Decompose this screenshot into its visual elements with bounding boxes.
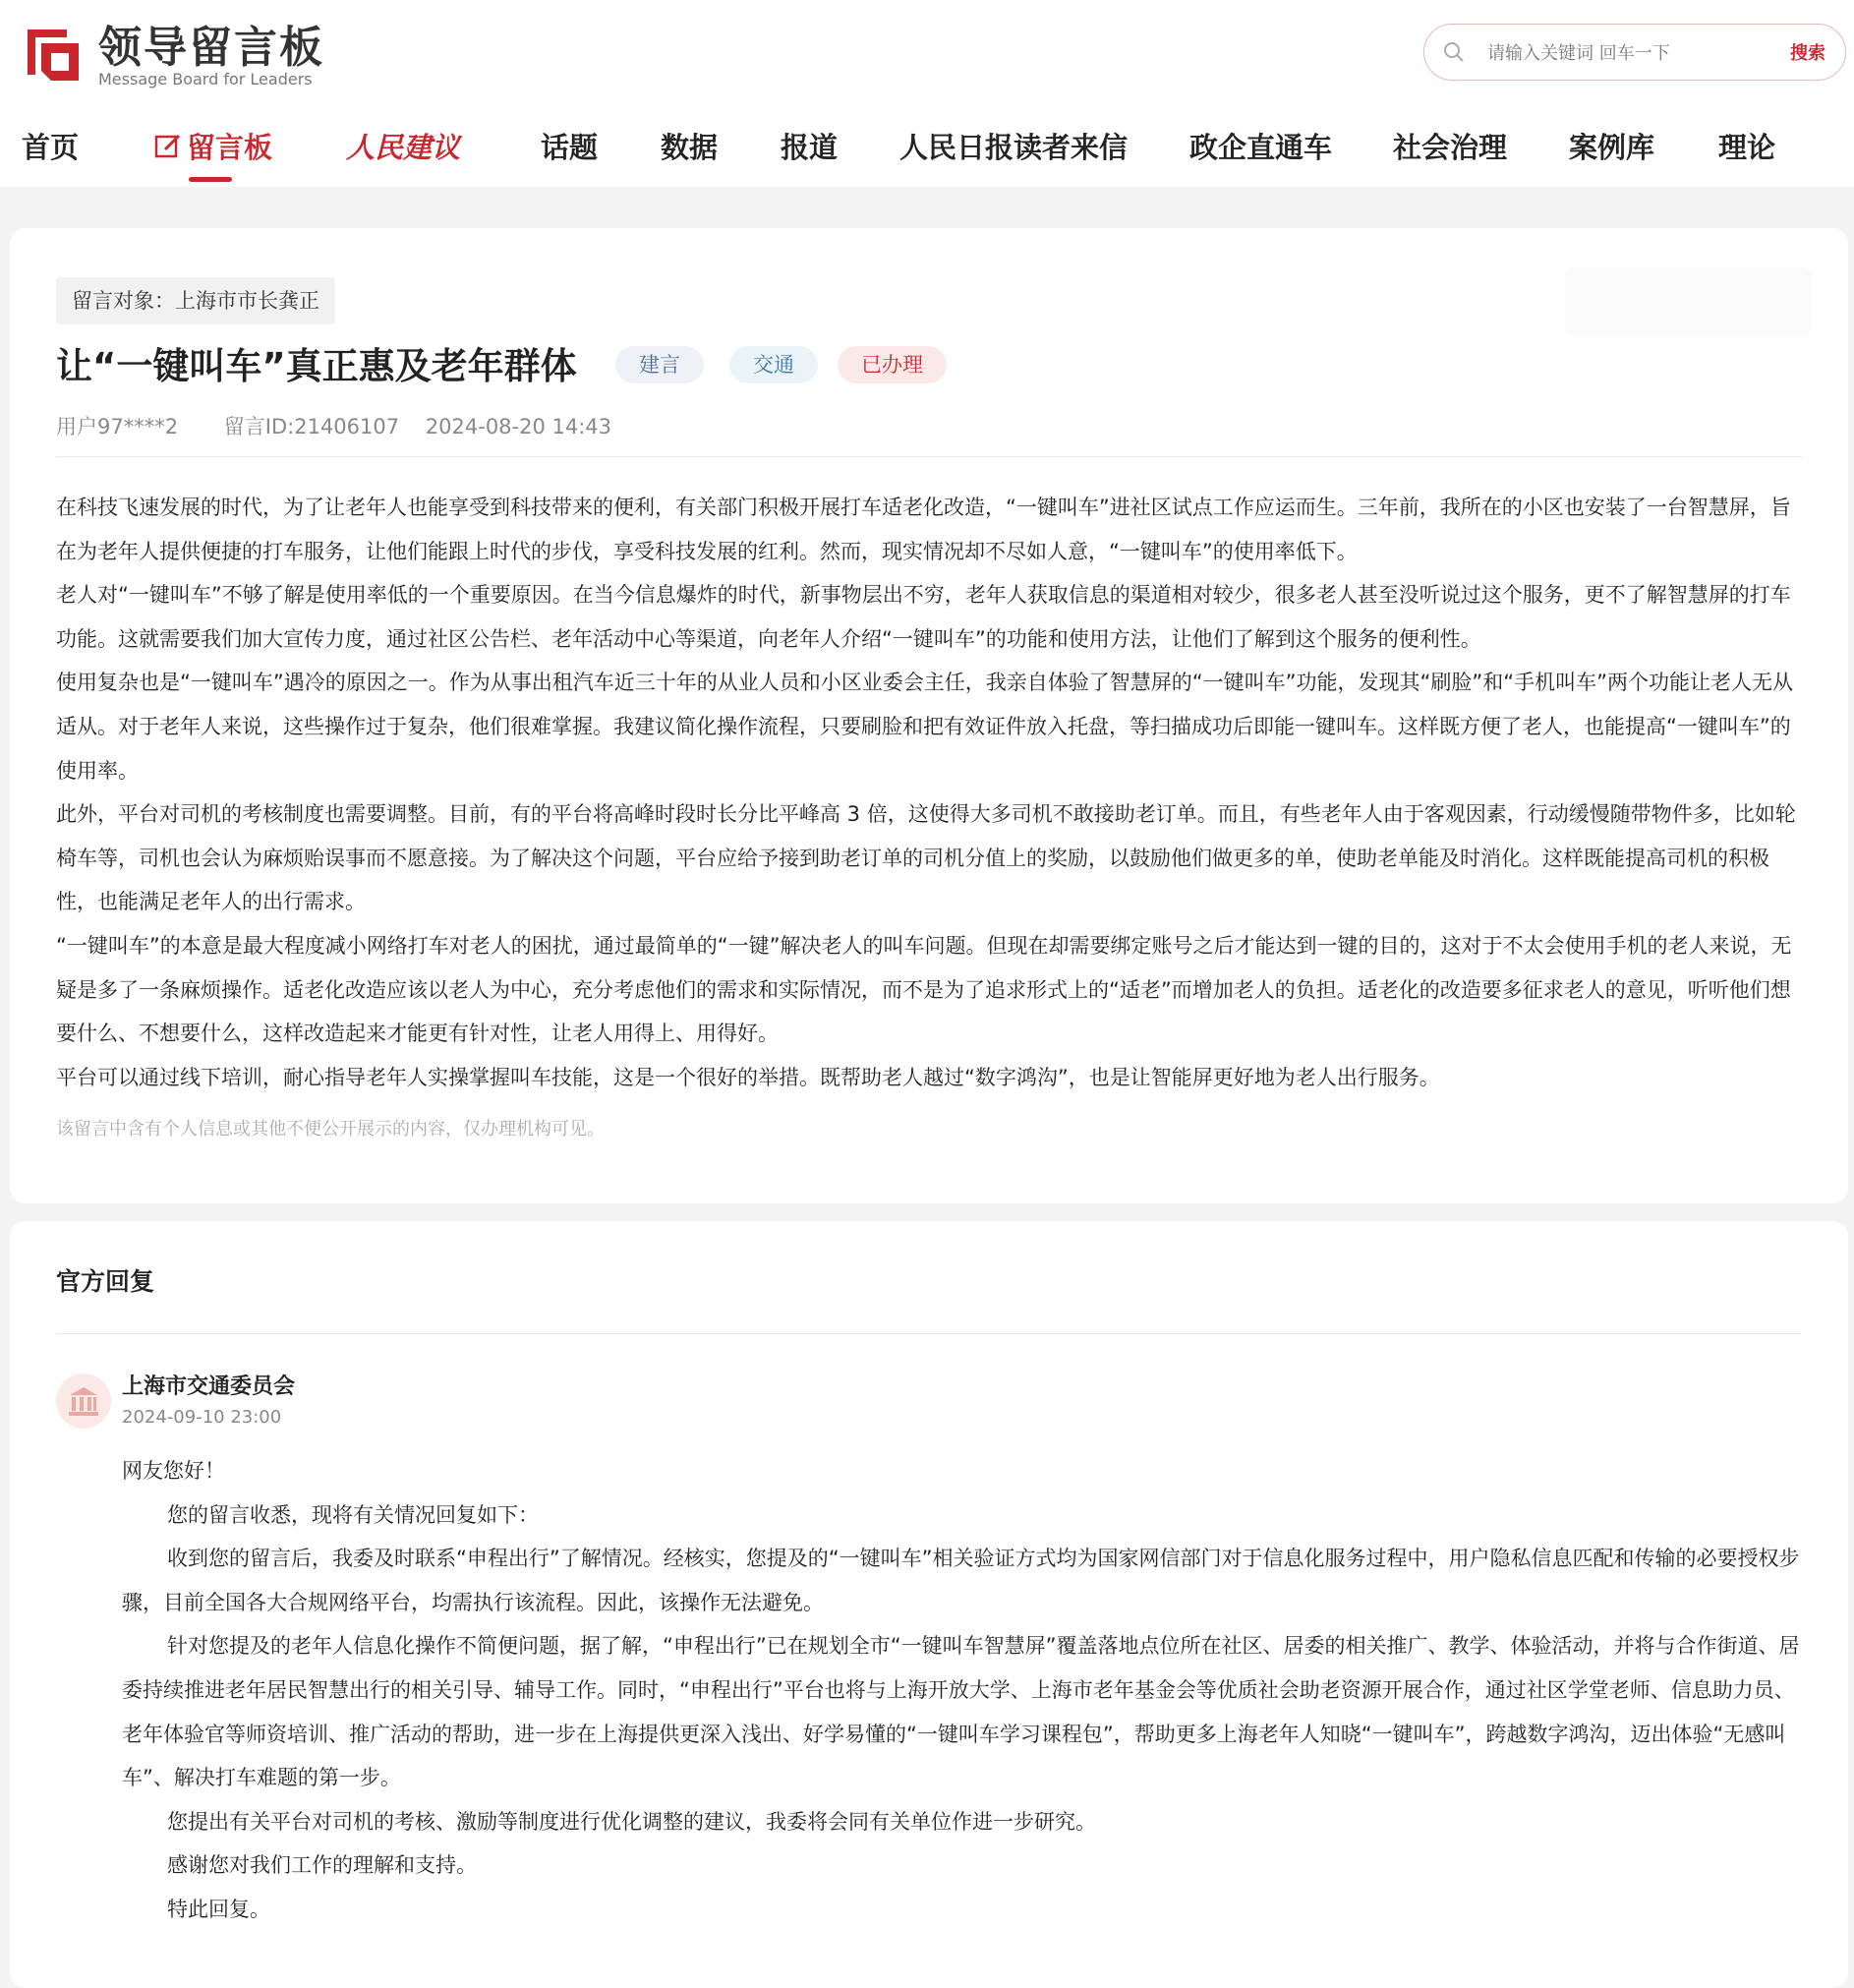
edit-icon xyxy=(153,132,183,161)
message-meta xyxy=(56,411,651,440)
reply-paragraph: 针对您提及的老年人信息化操作不简便问题，据了解，“申程出行”已在规划全市“一键叫车智慧屏”覆盖落地点位所在社区、居委的相关推广、教学、体验活动，并将与合作街道、居委持续推进老年居民智慧出行的相关引导、辅导工作。同时，“申程出行”平台也将与上海开放大学、上海市老年基金会等优质社会助老资源开展合作，通过社区学堂老师、信息助力员、老年体验官等师资培训、推广活动的帮助，进一步在上海提供更深入浅出、好学易懂的“一键叫车学习课程包”，帮助更多上海老年人知晓“一键叫车”，跨越数字鸿沟，迈出体验“无感叫车”、解决打车难题的第一步。 xyxy=(122,1634,1800,1790)
corner-placeholder xyxy=(1565,267,1811,336)
meta-divider xyxy=(56,456,1802,457)
building-icon xyxy=(56,1374,111,1429)
site-logo[interactable] xyxy=(22,24,324,88)
nav-reader-letters[interactable]: 人民日报读者来信 xyxy=(899,131,1129,164)
privacy-note: 该留言中含有个人信息或其他不便公开展示的内容，仅办理机构可见。 xyxy=(56,1119,605,1140)
message-body xyxy=(56,486,1804,1099)
search-button[interactable]: 搜索 xyxy=(1790,43,1825,64)
reply-card xyxy=(10,1221,1848,1988)
logo-icon xyxy=(22,24,85,85)
nav-reports[interactable]: 报道 xyxy=(781,131,839,164)
search-icon xyxy=(1442,40,1466,64)
top-bar xyxy=(0,0,1854,187)
message-paragraph: 老人对“一键叫车”不够了解是使用率低的一个重要原因。在当今信息爆炸的时代，新事物层出不穷，老年人获取信息的渠道相对较少，很多老人甚至没听说过这个服务，更不了解智慧屏的打车功能。这就需要我们加大宣传力度，通过社区公告栏、老年活动中心等渠道，向老年人介绍“一键叫车”的功能和使用方法，让他们了解到这个服务的便利性。 xyxy=(56,583,1791,651)
nav-data[interactable]: 数据 xyxy=(661,131,719,164)
message-paragraph: 使用复杂也是“一键叫车”遇冷的原因之一。作为从事出租汽车近三十年的从业人员和小区业委会主任，我亲自体验了智慧屏的“一键叫车”功能，发现其“刷脸”和“手机叫车”两个功能让老人无从适从。对于老年人来说，这些操作过于复杂，他们很难掌握。我建议简化操作流程，只要刷脸和把有效证件放入托盘，等扫描成功后即能一键叫车。这样既方便了老人，也能提高“一键叫车”的使用率。 xyxy=(56,671,1794,783)
search-box xyxy=(1423,24,1846,81)
message-date: 2024-08-20 14:43 xyxy=(425,415,612,439)
reply-paragraph: 收到您的留言后，我委及时联系“申程出行”了解情况。经核实，您提及的“一键叫车”相关验证方式均为国家网信部门对于信息化服务过程中，用户隐私信息匹配和传输的必要授权步骤，目前全国各大合规网络平台，均需执行该流程。因此，该操作无法避免。 xyxy=(122,1547,1800,1614)
message-target: 留言对象：上海市市长龚正 xyxy=(56,277,335,324)
nav-social-governance[interactable]: 社会治理 xyxy=(1393,131,1508,164)
tag-suggestion[interactable]: 建言 xyxy=(615,346,704,383)
reply-org: 上海市交通委员会 xyxy=(122,1374,296,1399)
nav-message-board[interactable] xyxy=(153,126,272,166)
message-card xyxy=(10,228,1848,1203)
nav-gov-business[interactable]: 政企直通车 xyxy=(1189,131,1333,164)
message-user: 用户97****2 xyxy=(56,415,179,439)
reply-body xyxy=(122,1449,1804,1932)
nav-people-suggestion[interactable]: 人民建议 xyxy=(346,131,461,164)
nav-theory[interactable]: 理论 xyxy=(1718,131,1776,164)
reply-paragraph: 您提出有关平台对司机的考核、激励等制度进行优化调整的建议，我委将会同有关单位作进一步研究。 xyxy=(167,1809,1096,1834)
reply-paragraph: 特此回复。 xyxy=(167,1897,270,1921)
message-paragraph: “一键叫车”的本意是最大程度减小网络打车对老人的困扰，通过最简单的“一键”解决老人的叫车问题。但现在却需要绑定账号之后才能达到一键的目的，这对于不太会使用手机的老人来说，无疑是多了一条麻烦操作。适老化改造应该以老人为中心，充分考虑他们的需求和实际情况，而不是为了追求形式上的“适老”而增加老人的负担。适老化的改造要多征求老人的意见，听听他们想要什么、不想要什么，这样改造起来才能更有针对性，让老人用得上、用得好。 xyxy=(56,933,1792,1046)
nav-case-library[interactable]: 案例库 xyxy=(1569,131,1655,164)
message-paragraph: 在科技飞速发展的时代，为了让老年人也能享受到科技带来的便利，有关部门积极开展打车适老化改造，“一键叫车”进社区试点工作应运而生。三年前，我所在的小区也安装了一台智慧屏，旨在为老年人提供便捷的打车服务，让他们能跟上时代的步伐，享受科技发展的红利。然而，现实情况却不尽如人意，“一键叫车”的使用率低下。 xyxy=(56,496,1791,563)
tag-traffic[interactable]: 交通 xyxy=(729,346,818,383)
reply-divider xyxy=(56,1333,1802,1334)
message-paragraph: 此外，平台对司机的考核制度也需要调整。目前，有的平台将高峰时段时长分比平峰高 3 倍，这使得大多司机不敢接助老订单。而且，有些老年人由于客观因素，行动缓慢随带物件多，比如轮椅车等，司机也会认为麻烦贻误事而不愿意接。为了解决这个问题，平台应给予接到助老订单的司机分值上的奖励，以鼓励他们做更多的单，使助老单能及时消化。这样既能提高司机的积极性，也能满足老年人的出行需求。 xyxy=(56,802,1796,914)
main-nav xyxy=(0,118,1854,187)
message-id: 留言ID:21406107 xyxy=(223,415,400,439)
search-input[interactable] xyxy=(1485,36,1755,70)
reply-paragraph: 您的留言收悉，现将有关情况回复如下： xyxy=(167,1502,539,1527)
tag-status: 已办理 xyxy=(838,346,947,383)
org-avatar xyxy=(56,1374,111,1429)
nav-active-indicator xyxy=(189,177,232,182)
nav-message-board-label: 留言板 xyxy=(187,131,273,164)
nav-home[interactable]: 首页 xyxy=(22,131,80,164)
message-title: 让“一键叫车”真正惠及老年群体 xyxy=(56,345,577,387)
reply-heading: 官方回复 xyxy=(56,1267,155,1296)
nav-topics[interactable]: 话题 xyxy=(541,131,599,164)
logo-title: 领导留言板 xyxy=(98,23,324,73)
reply-paragraph: 感谢您对我们工作的理解和支持。 xyxy=(167,1853,477,1878)
reply-date: 2024-09-10 23:00 xyxy=(122,1407,282,1428)
reply-greeting: 网友您好！ xyxy=(122,1459,225,1483)
message-paragraph: 平台可以通过线下培训，耐心指导老年人实操掌握叫车技能，这是一个很好的举措。既帮助老人越过“数字鸿沟”，也是让智能屏更好地为老人出行服务。 xyxy=(56,1065,1440,1089)
logo-subtitle: Message Board for Leaders xyxy=(98,70,313,88)
